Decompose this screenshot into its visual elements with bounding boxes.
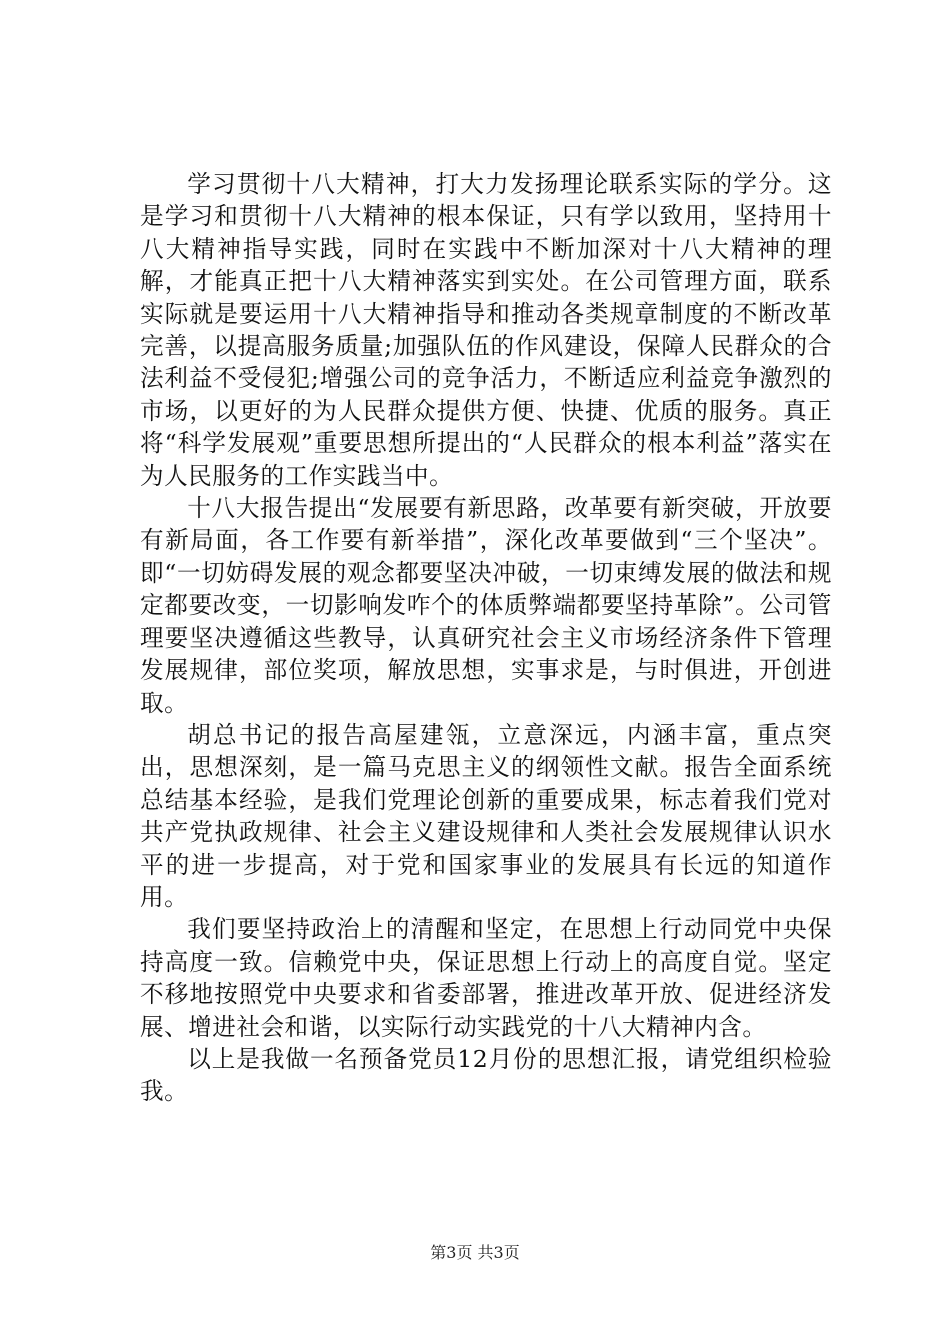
page-number-footer: 第3页 共3页 bbox=[430, 1243, 520, 1262]
paragraph-3: 胡总书记的报告高屋建瓴，立意深远，内涵丰富，重点突出，思想深刻，是一篇马克思主义的纲领性文献。报告全面系统总结基本经验，是我们党理论创新的重要成果，标志着我们党对共产党执政规律、社会主义建设规律和人类社会发展规律认识水平的进一步提高，对于党和国家事业的发展具有长远的知道作用。 bbox=[140, 720, 832, 911]
paragraph-1: 学习贯彻十八大精神，打大力发扬理论联系实际的学分。这是学习和贯彻十八大精神的根本保证，只有学以致用，坚持用十八大精神指导实践，同时在实践中不断加深对十八大精神的理解，才能真正把十八大精神落实到实处。在公司管理方面，联系实际就是要运用十八大精神指导和推动各类规章制度的不断改革完善，以提高服务质量;加强队伍的作风建设，保障人民群众的合法利益不受侵犯;增强公司的竞争活力，不断适应利益竞争激烈的市场，以更好的为人民群众提供方便、快捷、优质的服务。真正将“科学发展观”重要思想所提出的“人民群众的根本利益”落实在为人民服务的工作实践当中。 bbox=[140, 170, 832, 490]
paragraph-4: 我们要坚持政治上的清醒和坚定，在思想上行动同党中央保持高度一致。信赖党中央，保证思想上行动上的高度自觉。坚定不移地按照党中央要求和省委部署，推进改革开放、促进经济发展、增进社会和谐，以实际行动实践党的十八大精神内含。 bbox=[140, 915, 832, 1041]
paragraph-5: 以上是我做一名预备党员12月份的思想汇报，请党组织检验我。 bbox=[140, 1044, 832, 1106]
paragraph-2: 十八大报告提出“发展要有新思路，改革要有新突破，开放要有新局面，各工作要有新举措”，深化改革要做到“三个坚决”。即“一切妨碍发展的观念都要坚决冲破，一切束缚发展的做法和规定都要改变，一切影响发咋个的体质弊端都要坚持革除”。公司管理要坚决遵循这些教导，认真研究社会主义市场经济条件下管理发展规律，部位奖项，解放思想，实事求是，与时俱进，开创进取。 bbox=[140, 494, 832, 717]
document-body bbox=[140, 168, 832, 1108]
